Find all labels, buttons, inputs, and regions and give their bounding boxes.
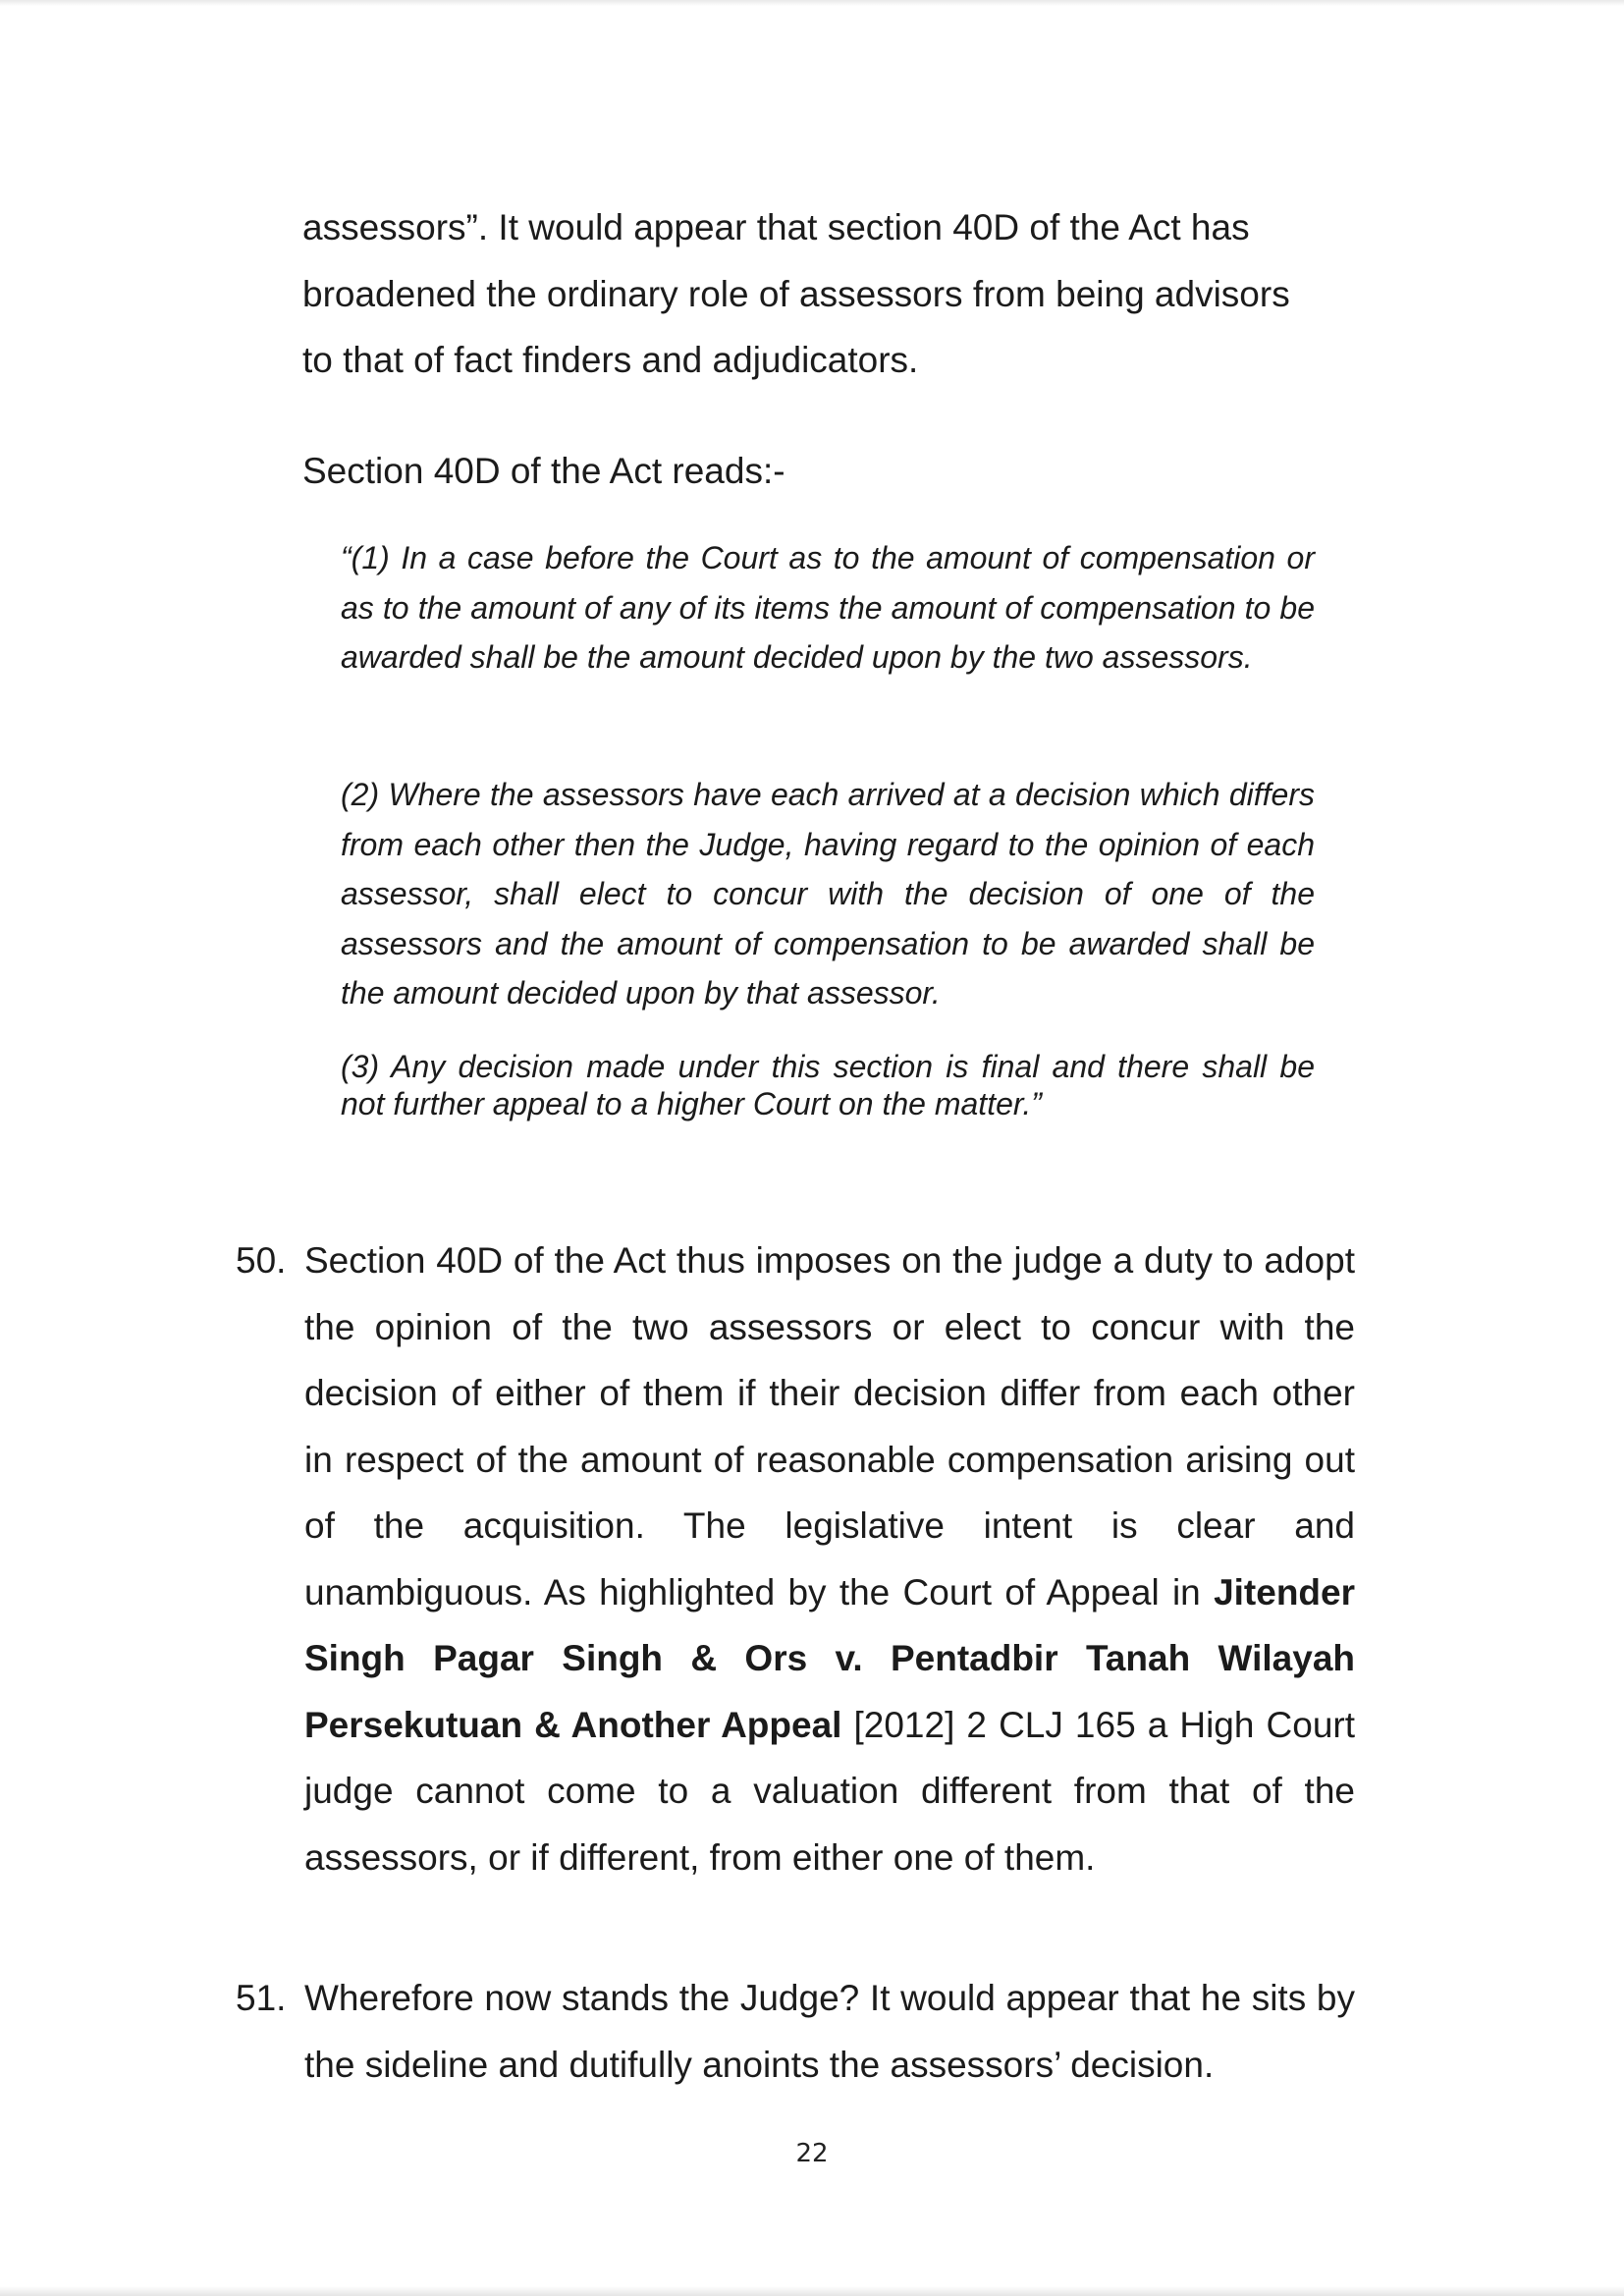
paragraph-50-text bbox=[304, 1228, 1355, 1890]
case-citation-name: Jitender Singh Pagar Singh & Ors v. Pentadbir Tanah Wilayah Persekutuan & Another Appeal bbox=[304, 1571, 1355, 1745]
paragraph-50-text-before: Section 40D of the Act thus imposes on the judge a duty to adopt the opinion of the two assessors or elect to concur with the decision of either of them if their decision differ from each other in respect of the amount of reasonable compensation arising out of the acquisition. The legislative intent is clear and unambiguous. As highlighted by the Court of Appeal in bbox=[304, 1240, 1355, 1613]
quote-subsection-1 bbox=[341, 533, 1315, 683]
intro-line-1: assessors”. It would appear that section 40D of the Act has bbox=[302, 207, 1250, 247]
quote-subsection-1-text: “(1) In a case before the Court as to the amount of compensation or as to the amount of any of its items the amount of compensation to be awarded shall be the amount decided upon by the two assessors. bbox=[341, 540, 1315, 675]
page-number: 22 bbox=[795, 2139, 829, 2168]
quote-subsection-2-text: (2) Where the assessors have each arrived at a decision which differs from each other then the Judge, having regard to the opinion of each assessor, shall elect to concur with the decision of one of the assessors and the amount of compensation to be awarded shall be the amount decided upon by that assessor. bbox=[341, 777, 1315, 1011]
intro-line-2: broadened the ordinary role of assessors from being advisors bbox=[302, 273, 1290, 314]
quote-subsection-3 bbox=[341, 1048, 1315, 1122]
paragraph-51-text: Wherefore now stands the Judge? It would appear that he sits by the sideline and dutifully anoints the assessors’ decision. bbox=[304, 1978, 1355, 2085]
paragraph-number-50: 50. bbox=[236, 1240, 287, 1281]
scan-edge-bottom bbox=[0, 2286, 1624, 2296]
scan-edge-top bbox=[0, 0, 1624, 6]
intro-line-3: to that of fact finders and adjudicators. bbox=[302, 340, 919, 380]
paragraph-51 bbox=[304, 1965, 1355, 2098]
quote-subsection-2 bbox=[341, 770, 1315, 1018]
intro-paragraph bbox=[302, 194, 1355, 394]
paragraph-50-text-after: [2012] 2 CLJ 165 a High Court judge cannot come to a valuation different from that of the assessors, or if different, from either one of them. bbox=[304, 1704, 1355, 1878]
paragraph-50 bbox=[304, 1228, 1355, 1890]
paragraph-number-51: 51. bbox=[236, 1978, 287, 2018]
section-heading: Section 40D of the Act reads:- bbox=[302, 451, 785, 491]
quote-subsection-3-text: (3) Any decision made under this section is final and there shall be not further appeal to a higher Court on the matter.” bbox=[341, 1049, 1315, 1121]
